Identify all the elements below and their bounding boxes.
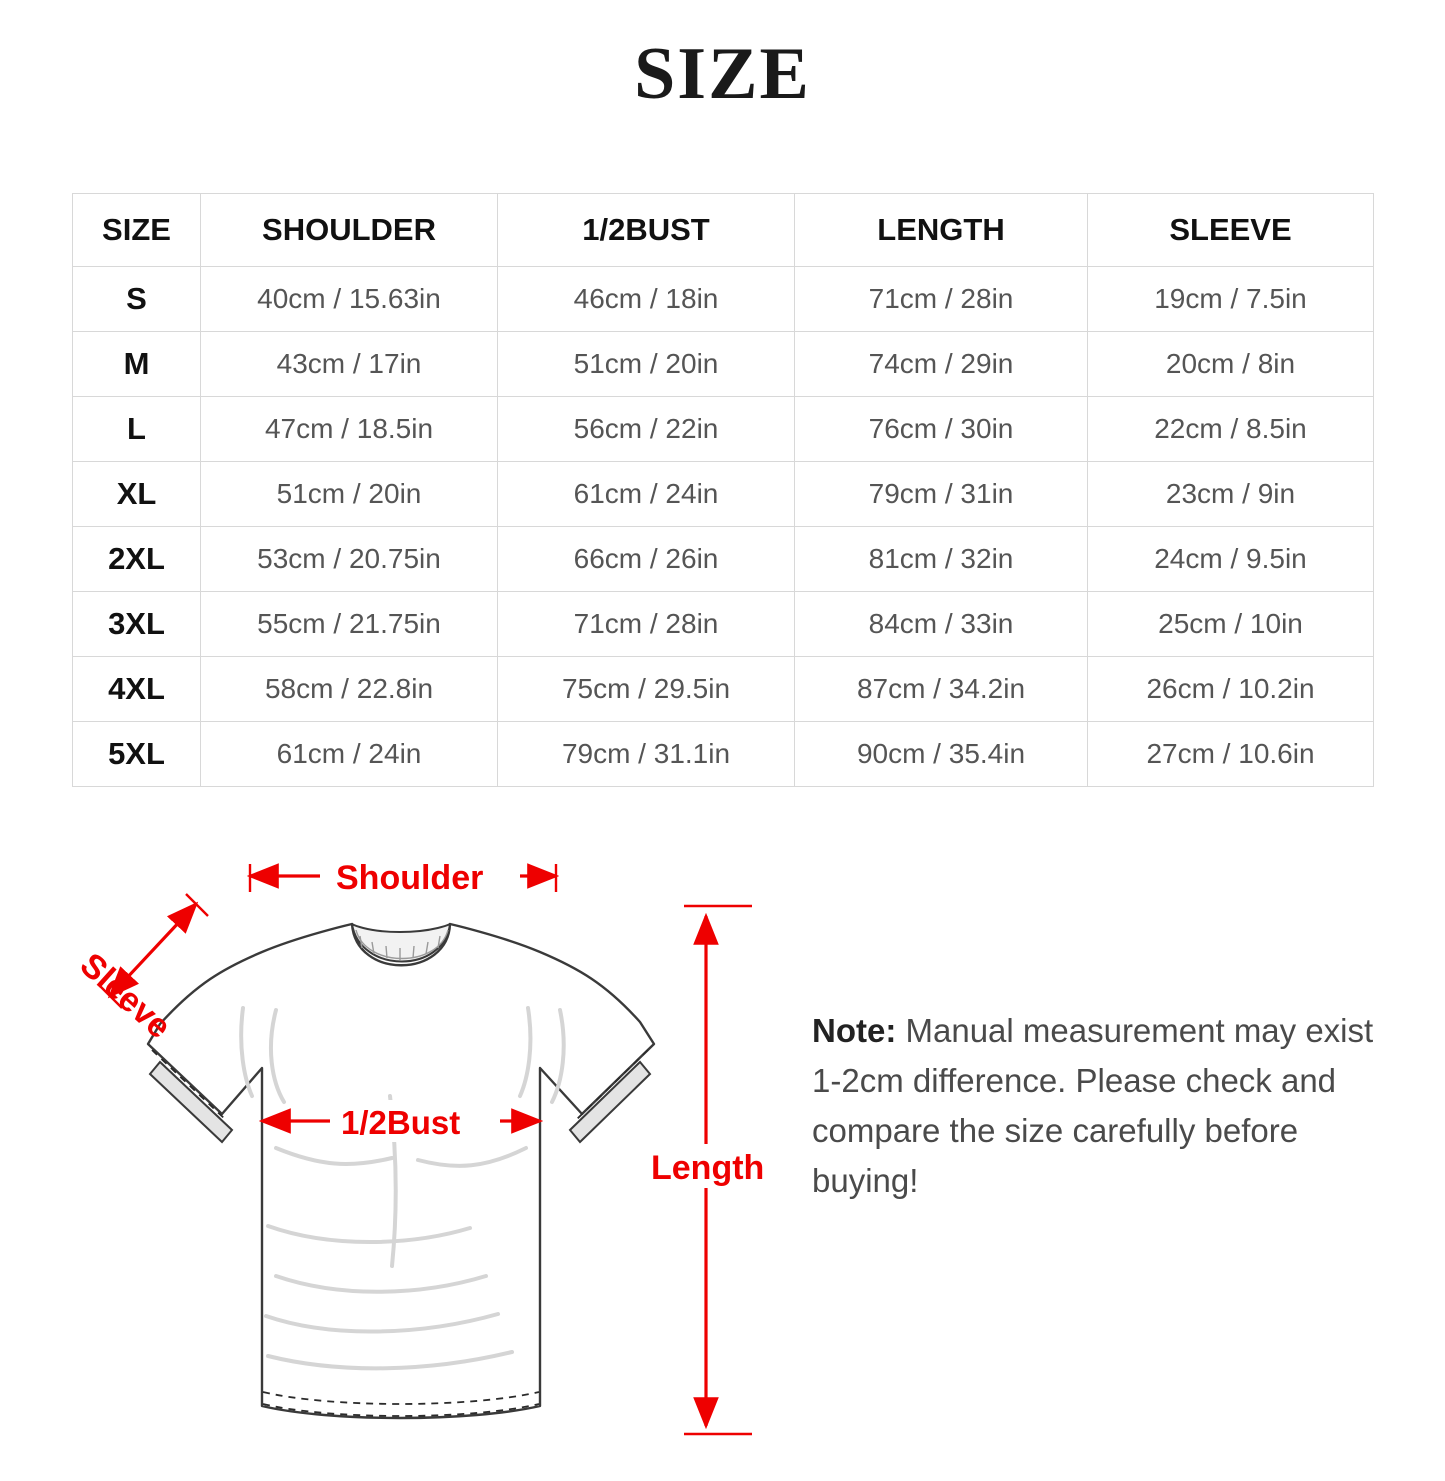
bust-label: 1/2Bust [341,1104,461,1141]
cell-bust: 79cm / 31.1in [498,722,795,787]
column-header-shoulder: SHOULDER [201,194,498,267]
cell-sleeve: 25cm / 10in [1088,592,1374,657]
note-block [812,1006,1382,1207]
size-chart-table-container [72,193,1373,787]
cell-length: 87cm / 34.2in [795,657,1088,722]
cell-shoulder: 43cm / 17in [201,332,498,397]
table-header-row [73,194,1374,267]
tshirt-illustration [148,924,654,1418]
note-prefix: Note: [812,1012,897,1049]
cell-bust: 66cm / 26in [498,527,795,592]
cell-shoulder: 40cm / 15.63in [201,267,498,332]
table-row [73,527,1374,592]
cell-bust: 56cm / 22in [498,397,795,462]
cell-size: 4XL [73,657,201,722]
size-chart-table [72,193,1374,787]
cell-sleeve: 24cm / 9.5in [1088,527,1374,592]
cell-bust: 61cm / 24in [498,462,795,527]
cell-length: 76cm / 30in [795,397,1088,462]
note-text: Manual measurement may exist 1-2cm difference. Please check and compare the size carefully before buying! [812,1012,1374,1200]
cell-length: 84cm / 33in [795,592,1088,657]
table-row [73,332,1374,397]
cell-sleeve: 26cm / 10.2in [1088,657,1374,722]
cell-shoulder: 58cm / 22.8in [201,657,498,722]
column-header-sleeve: SLEEVE [1088,194,1374,267]
column-header-length: LENGTH [795,194,1088,267]
cell-length: 71cm / 28in [795,267,1088,332]
cell-size: M [73,332,201,397]
cell-length: 79cm / 31in [795,462,1088,527]
cell-sleeve: 27cm / 10.6in [1088,722,1374,787]
cell-shoulder: 55cm / 21.75in [201,592,498,657]
cell-size: S [73,267,201,332]
cell-bust: 75cm / 29.5in [498,657,795,722]
cell-size: L [73,397,201,462]
cell-length: 90cm / 35.4in [795,722,1088,787]
cell-bust: 46cm / 18in [498,267,795,332]
cell-length: 74cm / 29in [795,332,1088,397]
cell-sleeve: 22cm / 8.5in [1088,397,1374,462]
cell-sleeve: 19cm / 7.5in [1088,267,1374,332]
cell-shoulder: 61cm / 24in [201,722,498,787]
column-header-size: SIZE [73,194,201,267]
cell-shoulder: 47cm / 18.5in [201,397,498,462]
shoulder-label: Shoulder [336,859,484,897]
table-row [73,657,1374,722]
sleeve-label: Sleeve [72,945,179,1047]
cell-shoulder: 51cm / 20in [201,462,498,527]
table-row [73,397,1374,462]
length-label: Length [651,1149,765,1187]
cell-sleeve: 23cm / 9in [1088,462,1374,527]
table-row [73,267,1374,332]
cell-size: 5XL [73,722,201,787]
table-row [73,722,1374,787]
cell-sleeve: 20cm / 8in [1088,332,1374,397]
table-row [73,462,1374,527]
cell-length: 81cm / 32in [795,527,1088,592]
cell-bust: 71cm / 28in [498,592,795,657]
cell-size: 2XL [73,527,201,592]
table-row [73,592,1374,657]
cell-bust: 51cm / 20in [498,332,795,397]
column-header-bust: 1/2BUST [498,194,795,267]
cell-size: XL [73,462,201,527]
page-title: SIZE [634,33,811,115]
cell-shoulder: 53cm / 20.75in [201,527,498,592]
cell-size: 3XL [73,592,201,657]
